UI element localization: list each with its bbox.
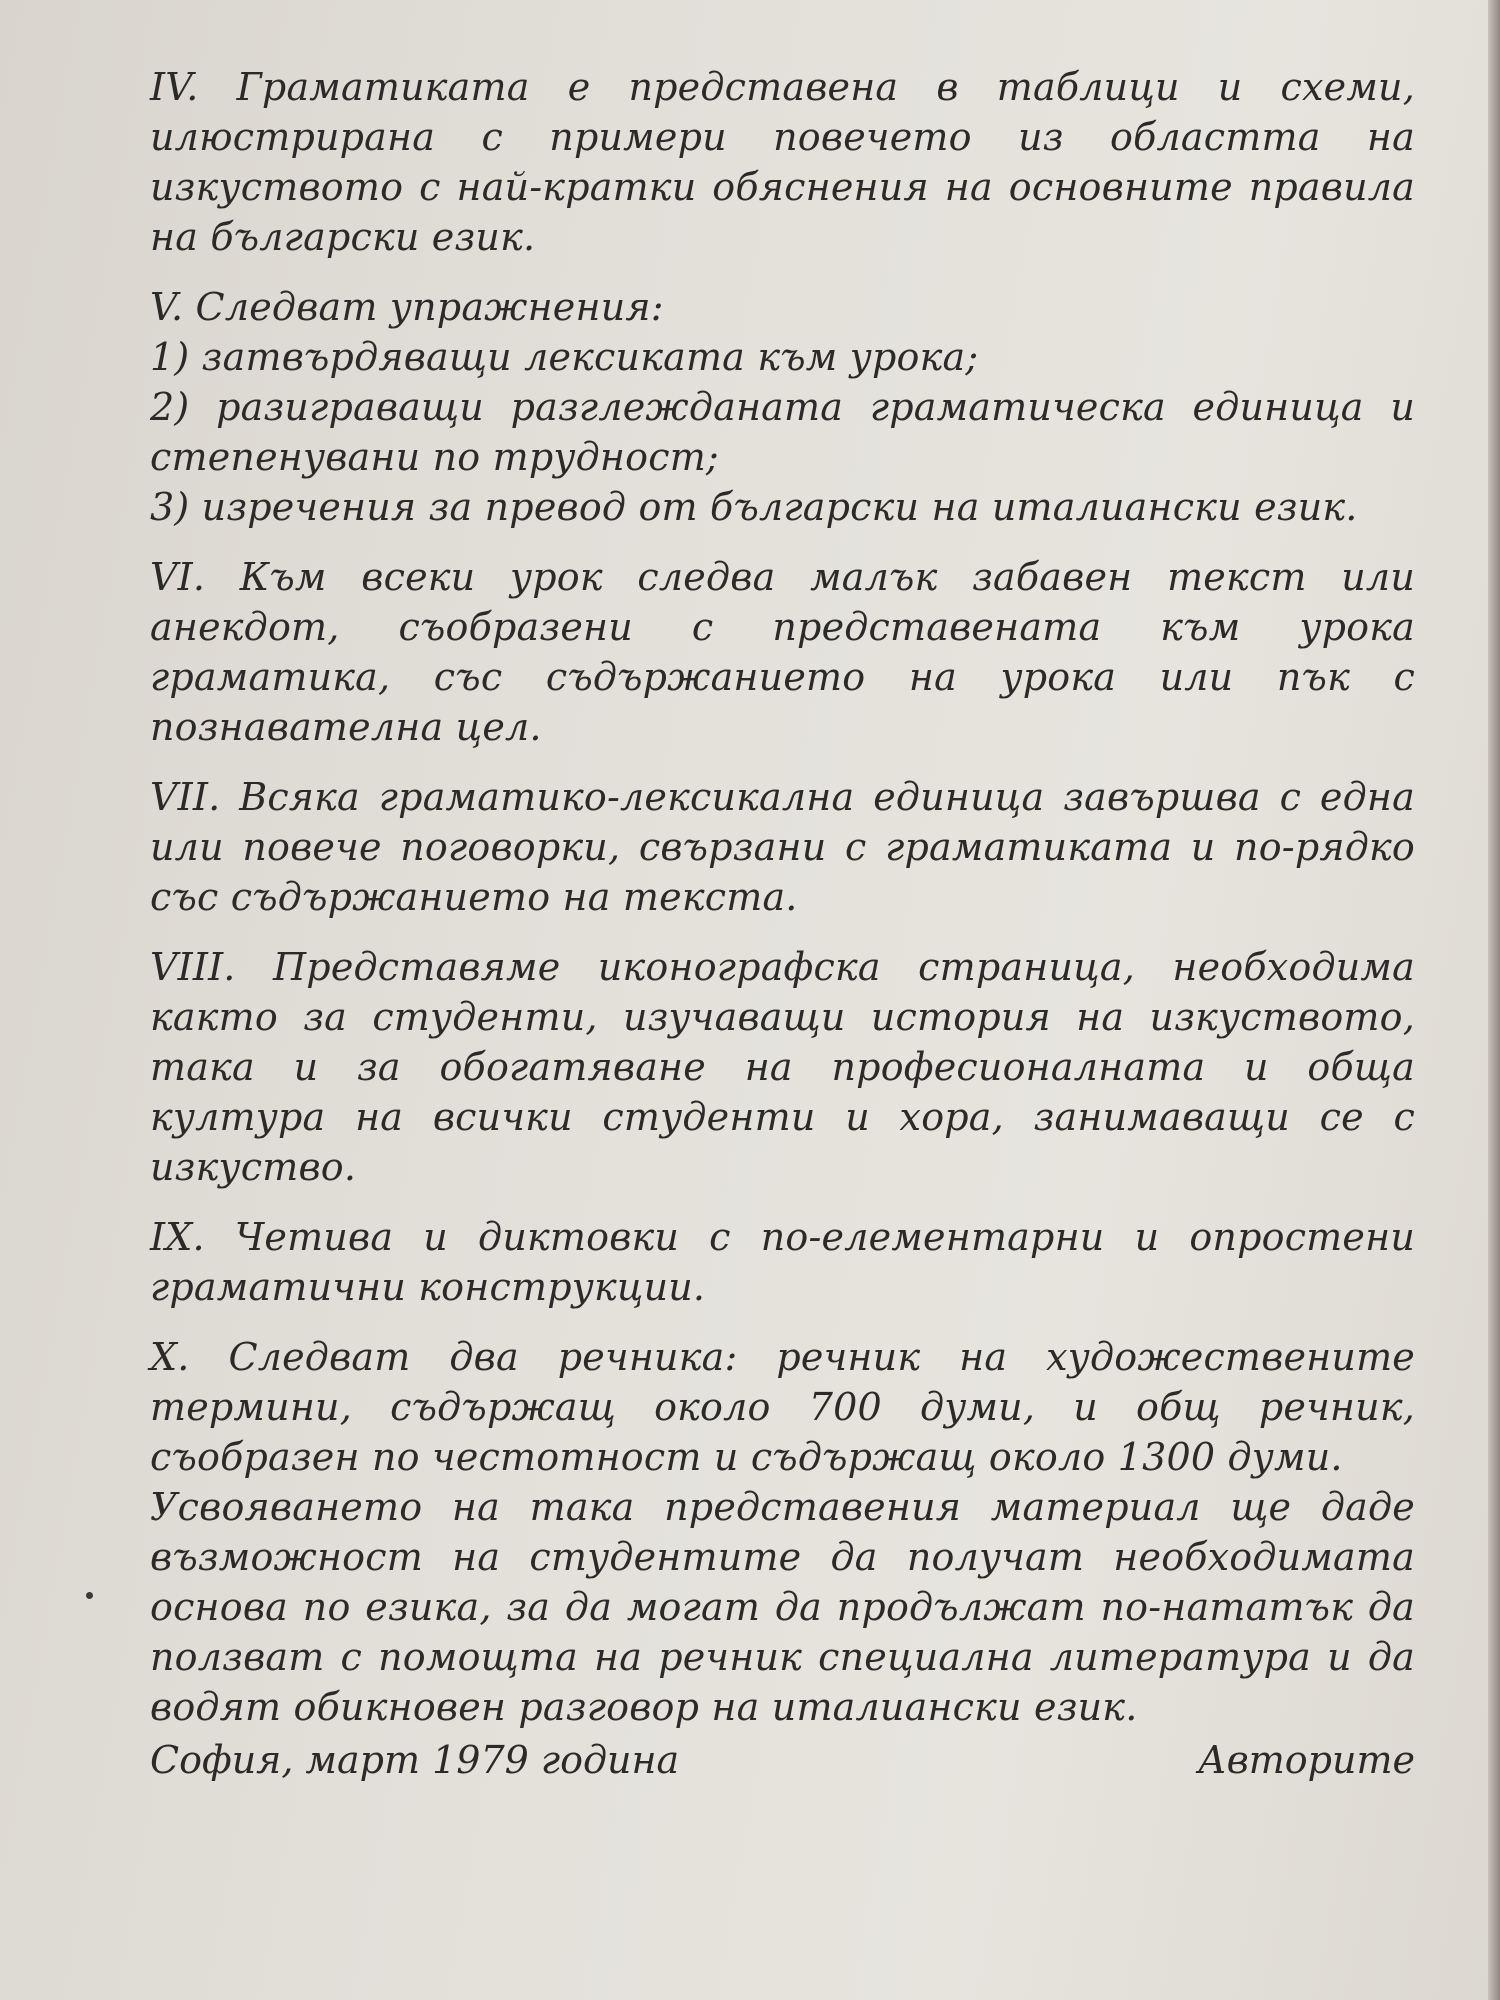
exercise-item-2: 2) разиграващи разглежданата граматическа единица и степенувани по трудност; <box>150 385 1415 479</box>
closing-paragraph: Усвояването на така представения материал ще даде възможност на студентите да получат необходимата основа по езика, за да могат да продължат по-нататък да ползват с помощта на речник специална литература и да водят обикновен разговор на италиански език. <box>150 1485 1415 1729</box>
paragraph-vi: VI. Към всеки урок следва малък забавен текст или анекдот, съобразени с представената към урока граматика, със съдържанието на урока или пък с познавателна цел. <box>150 555 1415 749</box>
exercises-section <box>150 282 1415 532</box>
paragraph-vii: VII. Всяка граматико-лексикална единица завършва с една или повече поговорки, свързани с граматиката и по-рядко със съдържанието на текста. <box>150 775 1415 919</box>
exercise-item-1: 1) затвърдяващи лексиката към урока; <box>150 335 979 379</box>
ink-dot <box>86 1592 93 1599</box>
authors-signature: Авторите <box>1197 1738 1415 1782</box>
place-and-date: София, март 1979 година <box>150 1738 680 1782</box>
page-edge-shadow <box>1488 0 1500 2000</box>
paragraph-iv: IV. Граматиката е представена в таблици и схеми, илюстрирана с примери повечето из областта на изкуството с най-кратки обяснения на основните правила на български език. <box>150 65 1415 259</box>
signature-row <box>150 1735 1415 1785</box>
preface-text <box>150 62 1415 1752</box>
exercises-heading: V. Следват упражнения: <box>150 285 664 329</box>
paragraph-x: X. Следват два речника: речник на художествените термини, съдържащ около 700 думи, и общ речник, съобразен по честотност и съдържащ около 1300 думи. <box>150 1335 1415 1479</box>
paragraph-viii: VIII. Представяме иконографска страница, необходима както за студенти, изучаващи история на изкуството, така и за обогатяване на професионалната и обща култура на всички студенти и хора, занимаващи се с изкуство. <box>150 945 1415 1189</box>
paragraph-ix: IX. Четива и диктовки с по-елементарни и опростени граматични конструкции. <box>150 1215 1415 1309</box>
exercise-item-3: 3) изречения за превод от български на италиански език. <box>150 485 1358 529</box>
